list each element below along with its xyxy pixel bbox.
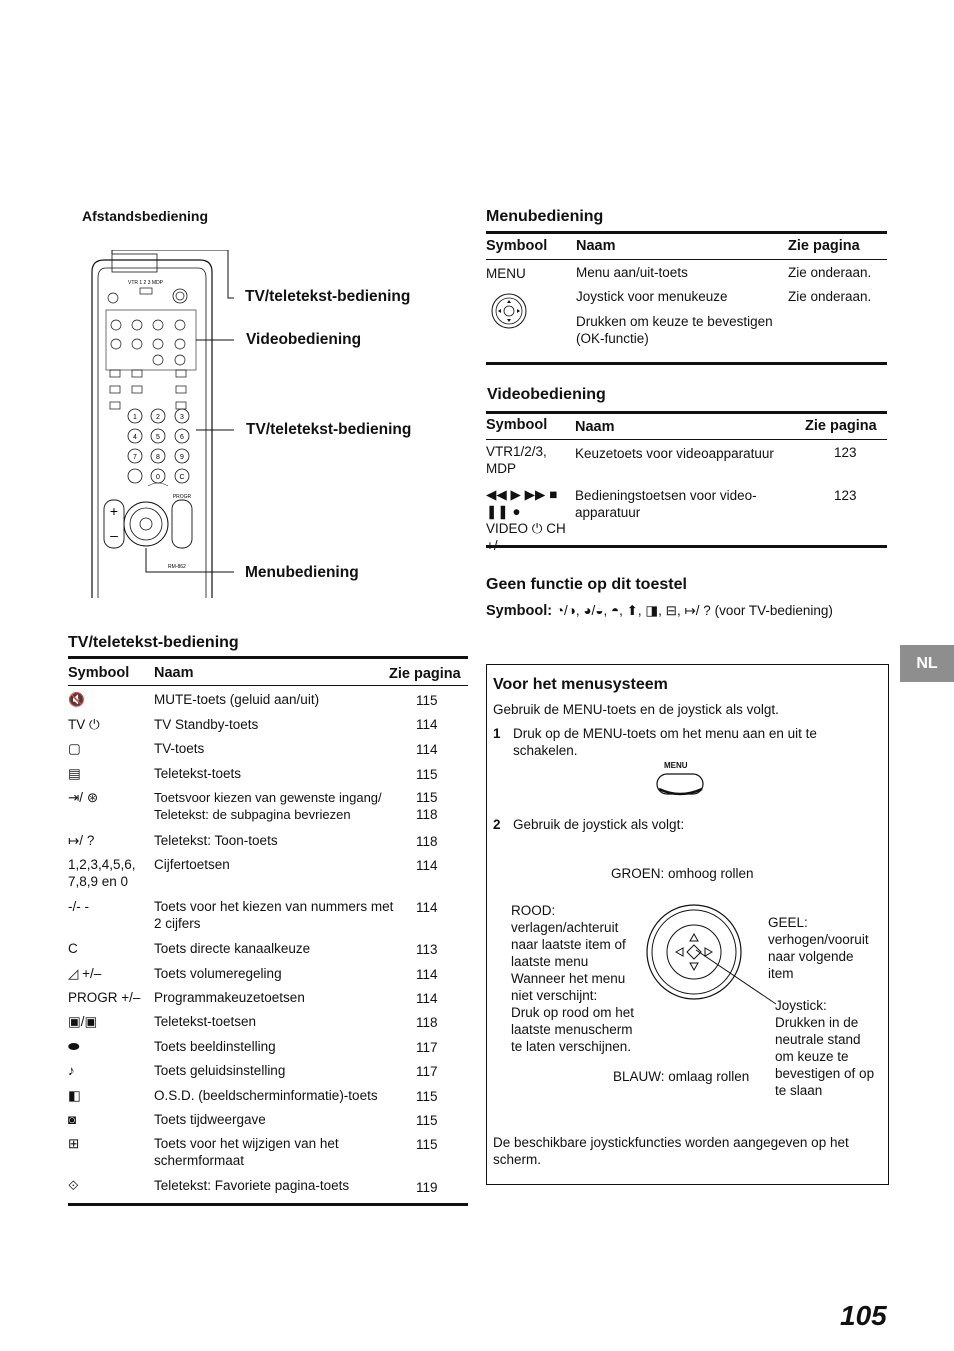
tv-row-name: TV Standby-toets — [154, 717, 259, 732]
tv-hdr-symbol: Symbool — [68, 665, 130, 681]
svg-text:6: 6 — [180, 434, 184, 441]
tv-row-name: O.S.D. (beeldscherminformatie)-toets — [154, 1088, 378, 1103]
step1-text: Druk op de MENU-toets om het menu aan en uit te schakelen. — [513, 726, 817, 758]
step2-text: Gebruik de joystick als volgt: — [513, 817, 685, 832]
menu-row1-name: Menu aan/uit-toets — [576, 265, 688, 280]
tv-table-bottom-rule — [68, 1203, 468, 1206]
joystick-diagram — [644, 903, 784, 1008]
callout-menu: Menubediening — [245, 564, 359, 581]
video-row2-name: Bedieningstoetsen voor video-apparatuur — [575, 488, 757, 520]
tv-header-rule — [68, 685, 468, 686]
tv-row-symbol: C — [68, 941, 78, 956]
tv-row-page: 115 — [416, 1089, 438, 1104]
svg-text:2: 2 — [156, 414, 160, 421]
menu-system-intro: Gebruik de MENU-toets en de joystick als volgt. — [493, 702, 779, 717]
svg-text:1: 1 — [133, 414, 137, 421]
svg-text:9: 9 — [180, 454, 184, 461]
tv-row-symbol: -/- - — [68, 899, 89, 914]
tv-row-symbol: ◿ +/– — [68, 966, 102, 981]
tv-row-name: TV-toets — [154, 741, 205, 756]
tv-row-page: 118 — [416, 834, 438, 849]
tv-row-name: Toets voor het wijzigen van het schermformaat — [154, 1136, 339, 1168]
svg-text:8: 8 — [156, 454, 160, 461]
tv-row-name: Teletekst: Toon-toets — [154, 833, 278, 848]
tv-hdr-name: Naam — [154, 665, 194, 681]
step1-number: 1 — [493, 726, 501, 741]
tv-row-name: Toets voor het kiezen van nummers met 2 cijfers — [154, 899, 394, 931]
video-hdr-page: Zie pagina — [805, 418, 877, 434]
tv-row-symbol: ◙ — [68, 1112, 77, 1127]
tv-row-name: Teletekst-toetsen — [154, 1014, 257, 1029]
callout-video: Videobediening — [246, 331, 362, 348]
tv-row-symbol: ⬬ — [68, 1039, 80, 1054]
remote-illustration — [88, 250, 234, 600]
video-hdr-name: Naam — [575, 419, 615, 435]
tv-row-symbol: ▣/▣ — [68, 1014, 98, 1029]
tv-row-page: 115 — [416, 1113, 438, 1128]
tv-row-symbol: 🔇 — [68, 692, 85, 707]
tv-row-name: Toets beeldinstelling — [154, 1039, 276, 1054]
tv-row-page: 115 — [416, 693, 438, 708]
tv-row-name: Teletekst: Favoriete pagina-toets — [154, 1178, 350, 1193]
tv-row-page: 117 — [416, 1064, 438, 1079]
video-hdr-symbol: Symbool — [486, 417, 548, 433]
step2-number: 2 — [493, 817, 501, 832]
tv-row-name: Toets geluidsinstelling — [154, 1063, 286, 1078]
tv-row-symbol: ◧ — [68, 1088, 81, 1103]
tv-row-symbol: PROGR +/– — [68, 990, 141, 1005]
tv-row-symbol: ⟐ — [68, 1178, 79, 1193]
tv-row-page: 114 — [416, 991, 438, 1006]
svg-text:–: – — [110, 527, 118, 543]
joystick-yellow: GEEL: verhogen/vooruit naar volgende item — [768, 915, 869, 981]
tv-row-symbol: ⇥/ ⊛ — [68, 790, 99, 805]
svg-text:+: + — [109, 503, 119, 519]
callout-tv-teletext-2: TV/teletekst-bediening — [246, 421, 412, 438]
menu-row1-sym: MENU — [486, 266, 526, 281]
joystick-blue: BLAUW: omlaag rollen — [613, 1069, 750, 1084]
tv-row-page: 114 — [416, 858, 438, 873]
vtr-label: VTR 1 2 3 MDP — [128, 280, 164, 286]
tv-row-page: 115 — [416, 1137, 438, 1152]
tv-row-name: Toets volumeregeling — [154, 966, 282, 981]
menu-hdr-page: Zie pagina — [788, 238, 860, 254]
tv-row-name: Cijfertoetsen — [154, 857, 230, 872]
tv-row-page: 119 — [416, 1180, 438, 1195]
video-row2-page: 123 — [834, 488, 857, 503]
menu-row3-name: Drukken om keuze te bevestigen (OK-functie) — [576, 314, 773, 346]
menu-row2-page: Zie onderaan. — [788, 289, 872, 304]
page-number: 105 — [840, 1300, 887, 1331]
video-row1-name: Keuzetoets voor videoapparatuur — [575, 446, 774, 461]
tv-row-symbol: 1,2,3,4,5,6, 7,8,9 en 0 — [68, 857, 136, 889]
tv-table-title: TV/teletekst-bediening — [68, 634, 239, 651]
tv-row-page: 115 118 — [416, 790, 438, 822]
tv-row-page: 113 — [416, 942, 438, 957]
svg-text:5: 5 — [156, 434, 160, 441]
video-header-rule — [486, 439, 887, 440]
tv-table-top-rule — [68, 656, 468, 659]
joystick-icon — [490, 292, 528, 330]
tv-row-name: Toets directe kanaalkeuze — [154, 941, 311, 956]
video-table-title: Videobediening — [487, 386, 606, 403]
video-table-top-rule — [486, 411, 887, 414]
joystick-green: GROEN: omhoog rollen — [611, 866, 754, 881]
no-function-title: Geen functie op dit toestel — [486, 576, 687, 593]
no-function-label: Symbool: — [486, 603, 553, 619]
tv-row-symbol: ⊞ — [68, 1136, 80, 1151]
menu-table-top-rule — [486, 231, 887, 234]
joystick-center: Joystick: Drukken in de neutrale stand om keuze te bevestigen of op te slaan — [775, 998, 875, 1098]
svg-text:0: 0 — [156, 474, 160, 481]
svg-text:7: 7 — [133, 454, 137, 461]
menu-row2-name: Joystick voor menukeuze — [576, 289, 728, 304]
tv-row-name: MUTE-toets (geluid aan/uit) — [154, 692, 320, 707]
tv-row-page: 118 — [416, 1015, 438, 1030]
video-table-bottom-rule — [486, 545, 887, 548]
menu-button-icon — [655, 771, 707, 799]
tv-row-name: Toets tijdweergave — [154, 1112, 266, 1127]
menu-system-footer: De beschikbare joystickfuncties worden aangegeven op het scherm. — [493, 1135, 849, 1167]
svg-text:C: C — [179, 474, 185, 481]
tv-row-page: 114 — [416, 900, 438, 915]
video-row2-sym: ◀◀ ▶ ▶▶ ■ ❚❚ ● VIDEO ⏻ CH — [486, 487, 566, 536]
svg-text:4: 4 — [133, 434, 137, 441]
remote-title: Afstandsbediening — [82, 208, 209, 224]
no-function-note: (voor TV-bediening) — [714, 603, 833, 618]
tv-row-name: Teletekst-toets — [154, 766, 242, 781]
tv-row-symbol: ▤ — [68, 766, 81, 781]
menu-row1-page: Zie onderaan. — [788, 265, 872, 280]
tv-row-page: 114 — [416, 967, 438, 982]
tv-row-symbol: ▢ — [68, 741, 81, 756]
tv-row-name: Programmakeuzetoetsen — [154, 990, 305, 1005]
tv-row-symbol: TV ⏻ — [68, 717, 100, 732]
menu-header-rule — [486, 259, 887, 260]
tv-hdr-page: Zie pagina — [389, 666, 461, 682]
progr-label: PROGR — [172, 494, 192, 500]
menu-hdr-name: Naam — [576, 238, 616, 254]
menu-table-bottom-rule — [486, 362, 887, 365]
menu-button-label: MENU — [664, 761, 688, 770]
joystick-red: ROOD: verlagen/achteruit naar laatste item of laatste menu Wanneer het menu niet verschijnt: Druk op rood om het laatste menuscherm te laten verschijnen. — [511, 903, 635, 1054]
model-label: RM-862 — [168, 564, 186, 570]
tv-row-page: 114 — [416, 742, 438, 757]
tv-row-page: 115 — [416, 767, 438, 782]
menu-system-title: Voor het menusysteem — [493, 676, 668, 693]
video-row1-page: 123 — [834, 445, 857, 460]
tv-row-symbol: ♪ — [68, 1063, 75, 1078]
callout-tv-teletext-1: TV/teletekst-bediening — [245, 288, 411, 305]
no-function-line — [486, 601, 886, 621]
tv-row-symbol: ↦/ ? — [68, 833, 95, 848]
no-function-symbols: ◔/◑, ◕/◒, ◓, ⬆, ◨, ⊟, ↦/ ? — [555, 603, 711, 618]
video-row1-sym: VTR1/2/3, MDP — [486, 444, 547, 476]
menu-table-title: Menubediening — [486, 208, 604, 225]
menu-hdr-symbol: Symbool — [486, 238, 548, 254]
tv-row-page: 117 — [416, 1040, 438, 1055]
language-tab: NL — [900, 645, 954, 682]
svg-text:3: 3 — [180, 414, 184, 421]
tv-row-page: 114 — [416, 717, 438, 732]
tv-row-name: Toetsvoor kiezen van gewenste ingang/ Teletekst: de subpagina bevriezen — [154, 790, 382, 822]
